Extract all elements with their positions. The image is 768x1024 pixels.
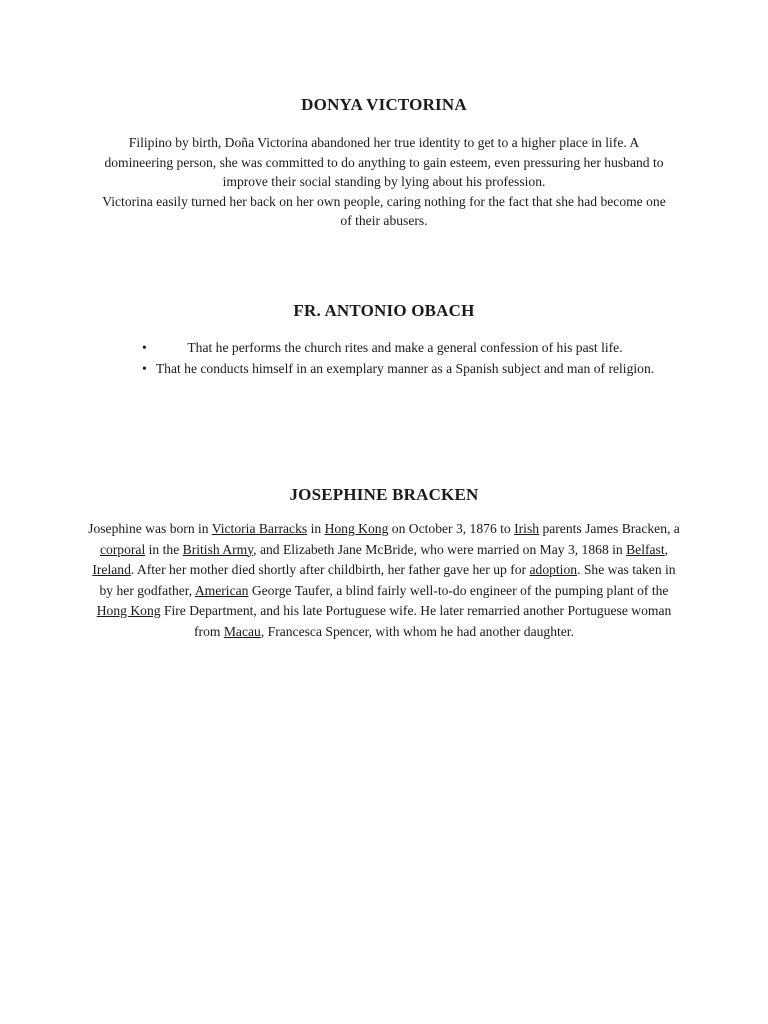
list-item-text: That he conducts himself in an exemplary manner as a Spanish subject and man of religion.: [155, 360, 655, 376]
text-run: , and Elizabeth Jane McBride, who were married on May 3, 1868 in: [253, 541, 627, 557]
text-run: in the: [145, 541, 183, 557]
text-run: , Francesca Spencer, with whom he had another daughter.: [260, 623, 574, 639]
section-title-josephine-bracken: JOSEPHINE BRACKEN: [289, 485, 479, 504]
text-run: . She was taken in by her godfather,: [99, 562, 676, 598]
bullet-icon: •: [142, 340, 147, 355]
link-irish[interactable]: Irish: [514, 521, 540, 536]
list-item: [138, 359, 658, 380]
text-run: parents James Bracken, a: [539, 521, 680, 536]
paragraph: Filipino by birth, Doña Victorina abandoned her true identity to get to a higher place in life. A domineering person, she was committed to do anything to gain esteem, even pressuring her husband to improve their social standing by lying about his profession.: [104, 135, 664, 189]
text-run: . After her mother died shortly after childbirth, her father gave her up for: [130, 562, 530, 577]
text-run: Fire Department, and his late Portuguese wife. He later remarried another Portuguese woman from: [160, 603, 672, 639]
bullet-list: [138, 338, 658, 379]
paragraph: Victorina easily turned her back on her own people, caring nothing for the fact that she had become one of their abusers.: [102, 193, 666, 228]
link-belfast[interactable]: Belfast: [626, 541, 665, 557]
section-body-donya-victorina: [95, 133, 673, 231]
link-victoria-barracks[interactable]: Victoria Barracks: [211, 521, 308, 536]
bullet-icon: •: [142, 360, 147, 376]
link-hong-kong[interactable]: Hong Kong: [96, 603, 161, 618]
text-run: in: [307, 521, 325, 536]
list-item: [138, 338, 658, 359]
link-ireland[interactable]: Ireland: [92, 562, 131, 577]
link-american[interactable]: American: [194, 582, 249, 598]
text-run: Josephine was born in: [88, 521, 212, 536]
link-adoption[interactable]: adoption: [529, 562, 578, 577]
link-macau[interactable]: Macau: [223, 623, 261, 639]
text-run: on October 3, 1876 to: [388, 521, 515, 536]
section-title-fr-antonio-obach: FR. ANTONIO OBACH: [293, 301, 475, 320]
text-run: ,: [664, 541, 669, 557]
text-run: George Taufer, a blind fairly well-to-do engineer of the pumping plant of the: [248, 582, 669, 598]
link-hong-kong[interactable]: Hong Kong: [324, 521, 389, 536]
section-title-donya-victorina: DONYA VICTORINA: [301, 95, 467, 114]
list-item-text: That he performs the church rites and make a general confession of his past life.: [187, 340, 623, 355]
link-british-army[interactable]: British Army: [182, 541, 254, 557]
link-corporal[interactable]: corporal: [99, 541, 146, 557]
section-body-josephine-bracken: [88, 519, 680, 642]
